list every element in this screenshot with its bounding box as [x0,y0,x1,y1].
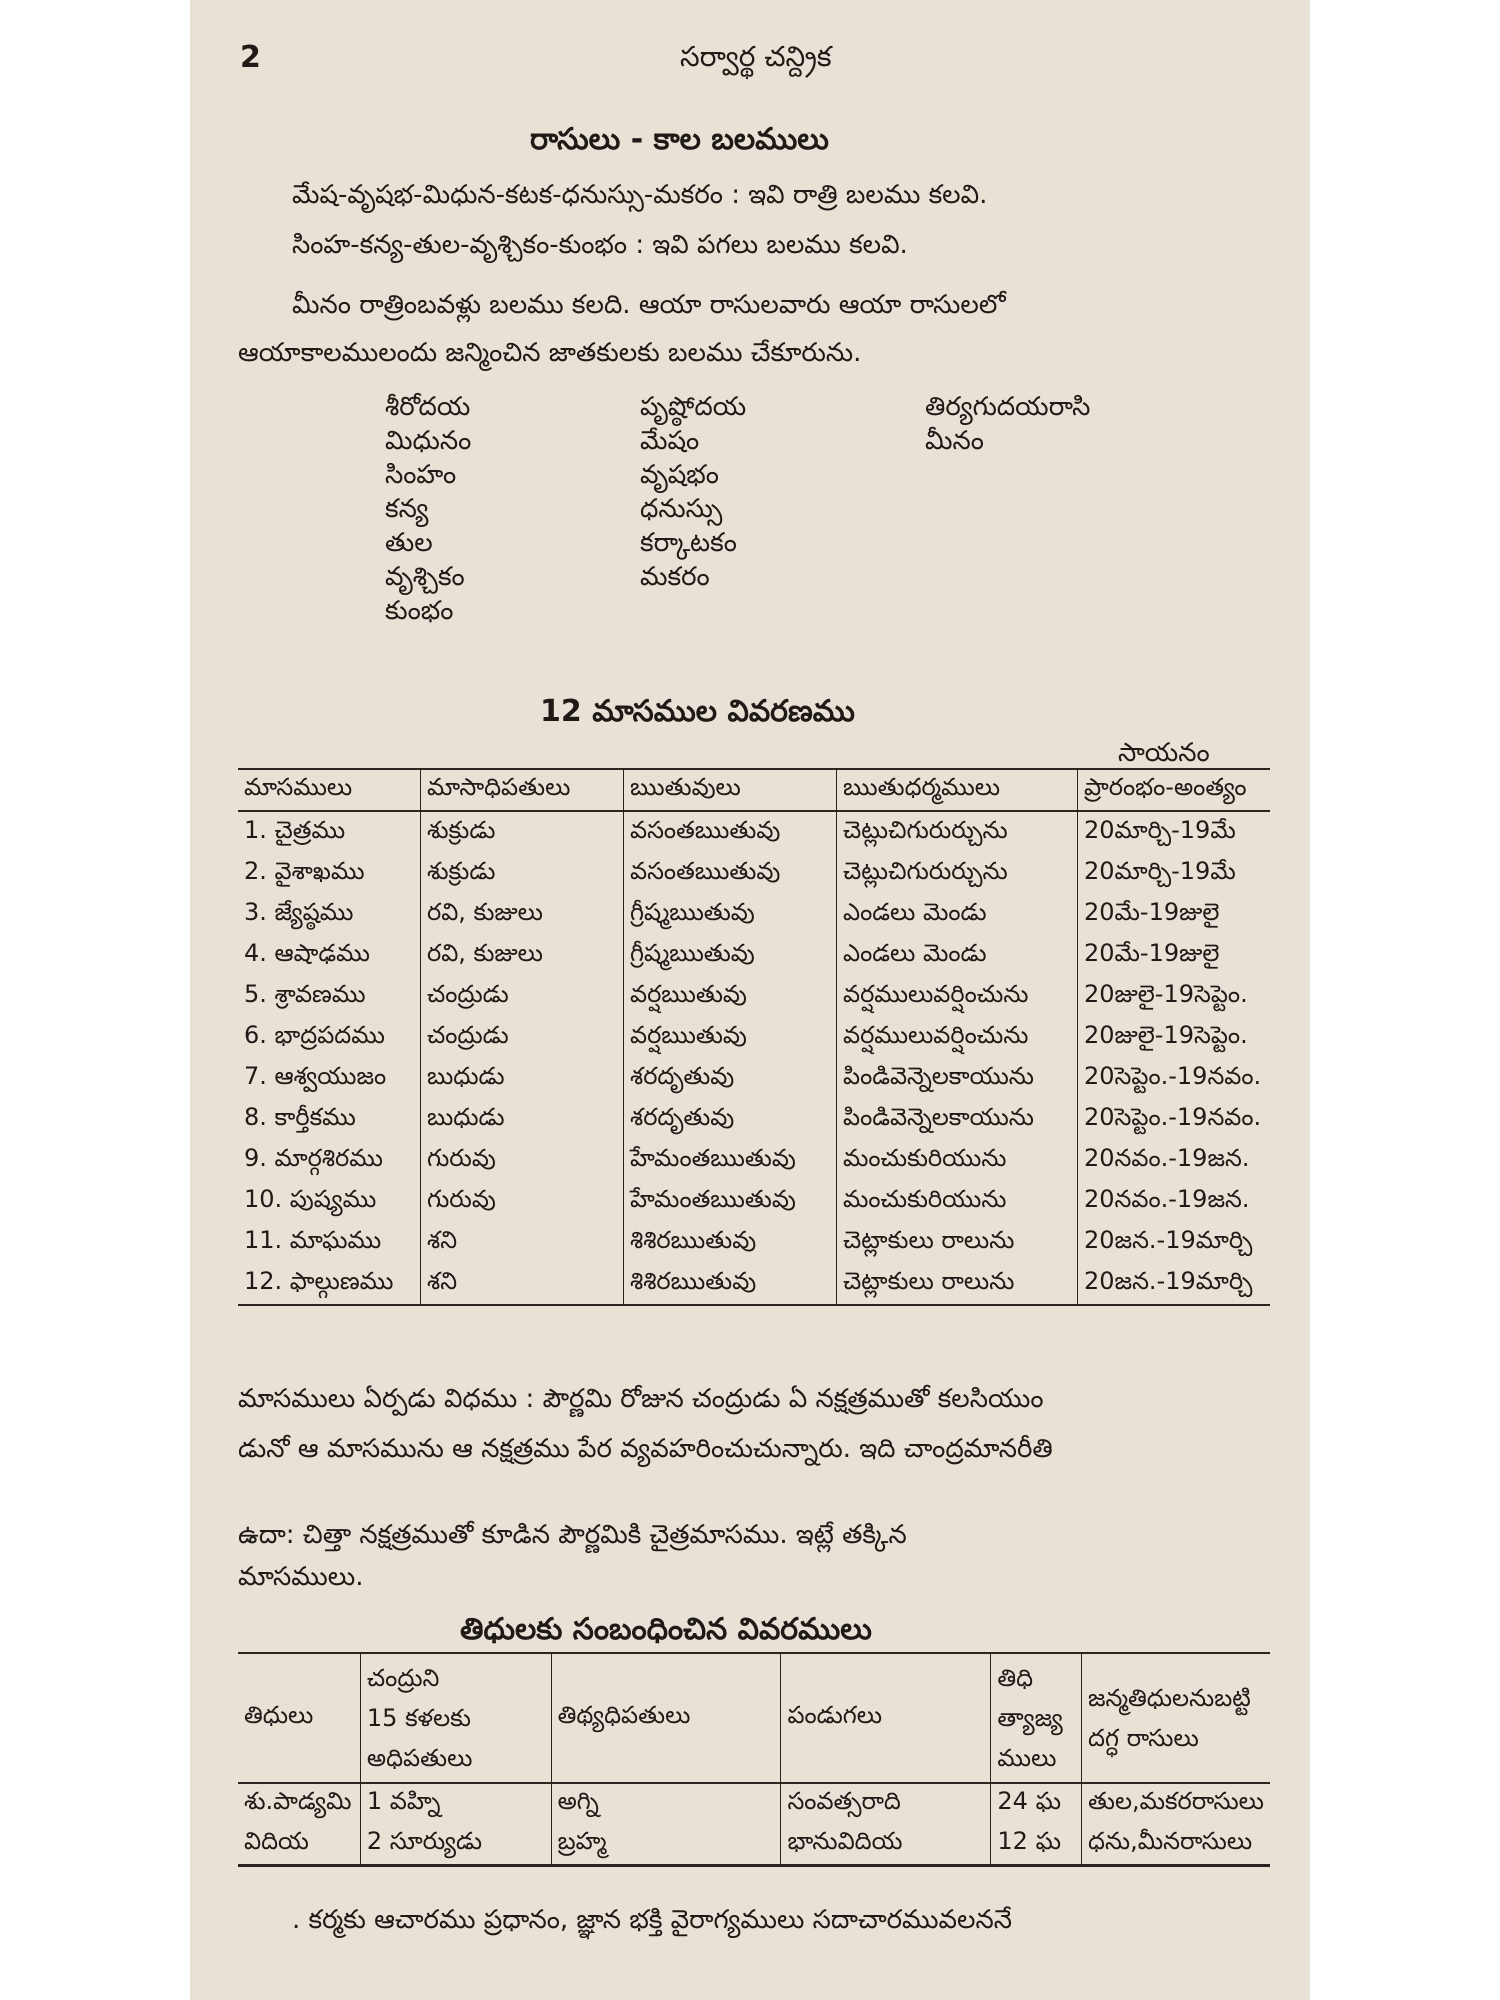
tithi-heading: తిధులకు సంబంధించిన వివరములు [460,1612,872,1647]
table-cell: 1 వహ్ని [360,1783,551,1824]
table-cell: వర్షములువర్షించును [837,976,1078,1017]
table-cell: 7. ఆశ్వయుజం [244,1061,387,1090]
table-cell: చెట్లాకులు రాలును [837,1222,1078,1263]
list-item: సింహం [385,460,457,490]
example-line-1: ఉదా: చిత్తా నక్షత్రముతో కూడిన పౌర్ణమికి చైత్రమాసము. ఇట్లే తక్కిన [238,1520,907,1550]
table-cell: వసంతఋతువు [624,853,837,894]
table-cell: 3. జ్యేష్ఠము [244,897,354,926]
column-header: తిధులు [238,1653,360,1783]
table-cell: చెట్లాకులు రాలును [837,1263,1078,1305]
table-cell: 20మార్చి-19మే [1078,853,1271,894]
table-cell: శరదృతువు [624,1099,837,1140]
table-cell: ధను,మీనరాసులు [1082,1824,1271,1866]
list-item: ధనుస్సు [640,494,723,524]
table-cell: పిండివెన్నెలకాయును [837,1099,1078,1140]
list-item: వృశ్చికం [385,562,465,592]
table-cell: హేమంతఋతువు [624,1140,837,1181]
months-heading: 12 మాసముల వివరణము [540,694,855,729]
list-item: మేషం [640,426,700,456]
list-item: వృషభం [640,460,719,490]
table-cell: పిండివెన్నెలకాయును [837,1058,1078,1099]
table-row [238,1222,1270,1263]
table-row [238,1058,1270,1099]
table-cell: శరదృతువు [624,1058,837,1099]
table-header-row [238,1653,1270,1783]
header-line: త్యాజ్య [997,1704,1063,1732]
table-cell: చెట్లుచిగురుర్చును [837,853,1078,894]
table-cell: శిశిరఋతువు [624,1263,837,1305]
table-cell: 9. మార్గశిరము [244,1143,383,1172]
table-cell: గురువు [421,1140,624,1181]
column-header: ఋతుధర్మములు [837,769,1078,811]
table-row [238,935,1270,976]
day-strength-line: సింహ-కన్య-తుల-వృశ్చికం-కుంభం : ఇవి పగలు బలము కలవి. [292,230,908,260]
table-cell: 20నవం.-19జన. [1078,1181,1271,1222]
table-cell: శని [421,1222,624,1263]
header-line: అధిపతులు [366,1744,473,1772]
column-header [1082,1653,1271,1783]
table-row [238,1783,1270,1824]
list-item: కన్య [385,494,429,524]
table-cell: మంచుకురియును [837,1140,1078,1181]
sayana-label: సాయనం [1118,738,1210,768]
header-line: జన్మతిధులనుబట్టి [1088,1684,1251,1712]
month-formation-line-2: డునో ఆ మాసమును ఆ నక్షత్రము పేర వ్యవహరించుచున్నారు. ఇది చాంద్రమానరీతి [238,1434,1053,1464]
table-cell: 2. వైశాఖము [244,856,365,885]
table-cell: 6. భాద్రపదము [244,1020,385,1049]
table-header-row [238,769,1270,811]
table-cell: రవి, కుజులు [421,894,624,935]
footer-line: . కర్మకు ఆచారము ప్రధానం, జ్ఞాన భక్తి వైరాగ్యములు సదాచారమువలననే [292,1905,1012,1935]
table-cell: 20మే-19జులై [1078,935,1271,976]
table-cell: 20జులై-19సెప్టెం. [1078,976,1271,1017]
table-cell: ఎండలు మెండు [837,894,1078,935]
column-header: పండుగలు [781,1653,991,1783]
table-cell: 24 ఘ [991,1783,1082,1824]
table-row [238,1263,1270,1305]
udaya-col-1-header: శీరోదయ [385,392,471,422]
table-cell: వసంతఋతువు [624,811,837,853]
table-row [238,894,1270,935]
table-row [238,1140,1270,1181]
table-cell: ఎండలు మెండు [837,935,1078,976]
table-cell: గ్రీష్మఋతువు [624,894,837,935]
table-cell: 4. ఆషాఢము [244,938,370,967]
table-cell: 8. కార్తీకము [244,1102,356,1131]
table-cell: వర్షములువర్షించును [837,1017,1078,1058]
table-cell: 10. పుష్యము [244,1184,377,1213]
column-header [360,1653,551,1783]
header-line: తిధి [997,1664,1034,1692]
table-row [238,853,1270,894]
column-header [991,1653,1082,1783]
table-cell: 20జన.-19మార్చి [1078,1263,1271,1305]
table-row [238,1181,1270,1222]
table-cell: వర్షఋతువు [624,976,837,1017]
table-cell: తుల,మకరరాసులు [1082,1783,1271,1824]
table-cell: 20సెప్టెం.-19నవం. [1078,1058,1271,1099]
month-formation-line-1: మాసములు ఏర్పడు విధము : పౌర్ణమి రోజున చంద్రుడు ఏ నక్షత్రముతో కలసియుం [238,1384,1044,1414]
table-cell: భానువిదియ [781,1824,991,1866]
table-cell: 20నవం.-19జన. [1078,1140,1271,1181]
table-cell: గ్రీష్మఋతువు [624,935,837,976]
table-cell: శని [421,1263,624,1305]
udaya-col-1 [385,390,471,628]
table-row [238,1099,1270,1140]
table-cell: 12 ఘ [991,1824,1082,1866]
table-cell: 5. శ్రావణము [244,979,366,1008]
column-header: ఋతువులు [624,769,837,811]
table-cell: 20సెప్టెం.-19నవం. [1078,1099,1271,1140]
column-header: మాసములు [238,769,421,811]
table-cell: శిశిరఋతువు [624,1222,837,1263]
table-cell: 20మే-19జులై [1078,894,1271,935]
table-row [238,1017,1270,1058]
table-cell: శుక్రుడు [421,853,624,894]
column-header: తిథ్యధిపతులు [551,1653,781,1783]
running-title: సర్వార్థ చన్ద్రిక [680,40,832,73]
night-strength-line: మేష-వృషభ-మిధున-కటక-ధనుస్సు-మకరం : ఇవి రాత్రి బలము కలవి. [292,180,988,210]
paragraph-line-1: మీనం రాత్రింబవళ్లు బలము కలది. ఆయా రాసులవారు ఆయా రాసులలో [292,290,1006,320]
table-cell: బ్రహ్మ [551,1824,781,1866]
udaya-col-2 [640,390,746,594]
udaya-col-3 [925,390,1090,458]
section-heading-rasulu: రాసులు - కాల బలములు [530,122,829,157]
table-cell: సంవత్సరాది [781,1783,991,1824]
column-header: ప్రారంభం-అంత్యం [1078,769,1271,811]
table-cell: శుక్రుడు [421,811,624,853]
table-cell: బుధుడు [421,1099,624,1140]
table-cell: వర్షఋతువు [624,1017,837,1058]
table-row [238,811,1270,853]
paragraph-line-2: ఆయాకాలములందు జన్మించిన జాతకులకు బలము చేకూరును. [238,338,862,368]
months-table [238,768,1270,1306]
table-cell: చంద్రుడు [421,1017,624,1058]
column-header: మాసాధిపతులు [421,769,624,811]
header-line: చంద్రుని [366,1664,440,1692]
example-line-2: మాసములు. [238,1562,364,1592]
list-item: మీనం [925,426,984,456]
table-cell: గురువు [421,1181,624,1222]
udaya-col-2-header: పృష్ఠోదయ [640,392,747,422]
table-cell: 20జులై-19సెప్టెం. [1078,1017,1271,1058]
udaya-col-3-header: తిర్యగుదయరాసి [925,392,1091,422]
table-cell: 11. మాఘము [244,1225,382,1254]
header-line: ములు [997,1744,1057,1772]
table-cell: అగ్ని [551,1783,781,1824]
table-cell: 20మార్చి-19మే [1078,811,1271,853]
table-cell: చెట్లుచిగురుర్చును [837,811,1078,853]
list-item: మిధునం [385,426,472,456]
tithi-table [238,1652,1270,1867]
list-item: తుల [385,528,433,558]
table-row [238,1824,1270,1866]
header-line: 15 కళలకు [366,1704,471,1732]
table-cell: 20జన.-19మార్చి [1078,1222,1271,1263]
table-cell: హేమంతఋతువు [624,1181,837,1222]
list-item: మకరం [640,562,710,592]
table-cell: విదియ [238,1824,360,1866]
header-line: దగ్ధ రాసులు [1088,1724,1199,1752]
table-cell: 1. చైత్రము [244,815,346,844]
table-cell: 12. ఫాల్గుణము [238,1263,421,1305]
page-number: 2 [240,40,261,75]
table-cell: శు.పాడ్యమి [244,1787,352,1815]
table-cell: 2 సూర్యుడు [360,1824,551,1866]
table-cell: రవి, కుజులు [421,935,624,976]
table-cell: చంద్రుడు [421,976,624,1017]
list-item: కుంభం [385,596,454,626]
table-row [238,976,1270,1017]
table-cell: బుధుడు [421,1058,624,1099]
list-item: కర్కాటకం [640,528,737,558]
table-cell: మంచుకురియును [837,1181,1078,1222]
